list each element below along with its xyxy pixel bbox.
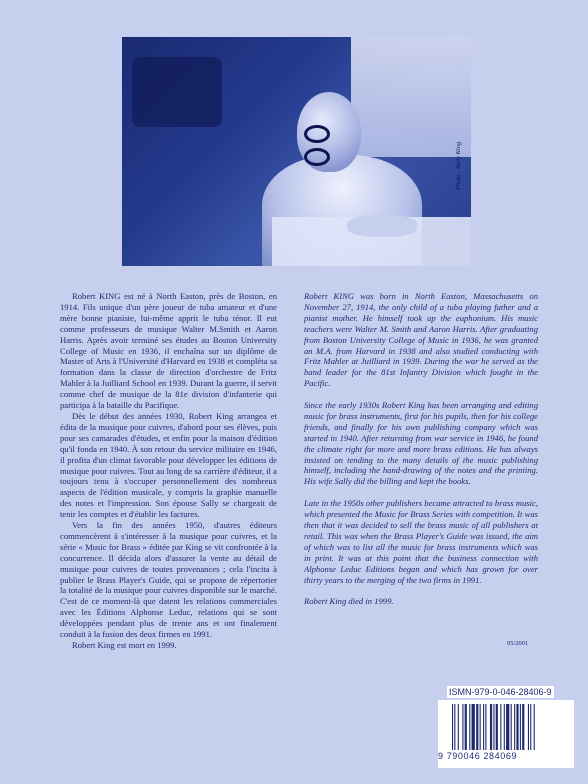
french-paragraph: Vers la fin des années 1950, d'autres éditeurs commencèrent à s'intéresser à la musique pour cuivres, et la série « Music for Brass » éditée par King se vit confrontée à la concurrence. Il décida alors d'assurer la vente au détail de musique pour cuivres de toutes provenances ; cela l'incita à publier le Brass Player's Guide, qui se propose de répertorier la totalité de la musique pour cuivres disponible sur le marché. C'est de ce moment-là que datent les relations commerciales avec les Éditions Alphonse Leduc, relations qui se sont développées pendant plus de trente ans et ont finalement conduit à la fusion des deux firmes en 1991. [60, 520, 277, 640]
english-paragraph: Robert KING was born in North Easton, Massachusetts on November 27, 1914, the only child of a tuba playing father and a pianist mother. He himself took up the euphonium. His music teachers were Walter M. Smith and Aaron Harris. After graduating from Boston University College of Music in 1936, he was granted an M.A. from Harvard in 1938 and also studied conducting with Fritz Mahler at Juilliard in 1939. During the war he served as the band leader for the 81st Infantry Division which fought in the Pacific. [304, 291, 538, 389]
french-paragraph: Robert King est mort en 1999. [72, 640, 177, 650]
french-paragraph: Robert KING est né à North Easton, près de Boston, en 1914. Fils unique d'un père joueur de tuba amateur et d'une mère bonne pianiste, lui-même apprit le tuba ténor. Il eut comme professeurs de musique Walter M.Smith et Aaron Harris. Après avoir terminé ses études au Boston University College of Music en 1936, il enchaîna sur un diplôme de Master of Arts à l'Université d'Harvard en 1938 et compléta sa formation dans la classe de direction d'orchestre de Fritz Mahler à la Juilliard School en 1939. Durant la guerre, il servit comme chef de musique de la 81e division d'infanterie qui participa à la bataille du Pacifique. [60, 291, 277, 411]
french-biography [60, 291, 277, 651]
barcode-number: 9 790046 284069 [438, 751, 518, 761]
english-paragraph: Since the early 1930s Robert King has been arranging and editing music for brass instruments, first for his pupils, then for his college friends, and finally for his own publishing company which was started in 1940. After returning from war service in 1946, he found the climate right for more and more brass editions. He has always insisted on tending to the many details of the music publishing himself, including the hand-drawing of the notes and the printing. His wife Sally did the billing and kept the books. [304, 400, 538, 487]
photo-window [351, 37, 471, 157]
photo-lamp [132, 57, 222, 127]
english-biography [304, 291, 538, 618]
barcode [438, 700, 574, 768]
barcode-bars [452, 704, 572, 754]
english-paragraph: Late in the 1950s other publishers became attracted to brass music, which presented the Music for Brass Series with competition. It was then that it was decided to sell the brass music of all publishers at retail. This was when the Brass Player's Guide was issued, the aim of which was to list all the music for brass instruments which was in print. It was at this point that the business connection with Alphonse Leduc Editions began and which has grown for over thirty years to the merging of the two firms in 1991. [304, 498, 538, 585]
ismn-label: ISMN-979-0-046-28406-9 [449, 687, 552, 697]
publication-date: 05/2001 [507, 640, 529, 647]
photo-credit: Photo : Sally King [455, 141, 462, 190]
photo-hands [347, 215, 417, 237]
portrait-photo [122, 37, 471, 266]
french-paragraph: Dès le début des années 1930, Robert King arrangea et édita de la musique pour cuivres, d'abord pour ses élèves, puis pour ses camarades d'études, et enfin pour la maison d'édition qu'il fonda en 1940. À son retour du service militaire en 1946, il profita d'un climat favorable pour développer les éditions de musique pour cuivres. Tout au long de sa carrière d'éditeur, il a toujours tenu à s'occuper personnellement des nombreux aspects de l'édition musicale, y compris la graphie manuelle des notes et l'impression. Son épouse Sally se chargeait de tenir les comptes et d'établir les factures. [60, 410, 277, 520]
photo-glasses [304, 125, 356, 139]
english-paragraph: Robert King died in 1999. [304, 596, 394, 607]
